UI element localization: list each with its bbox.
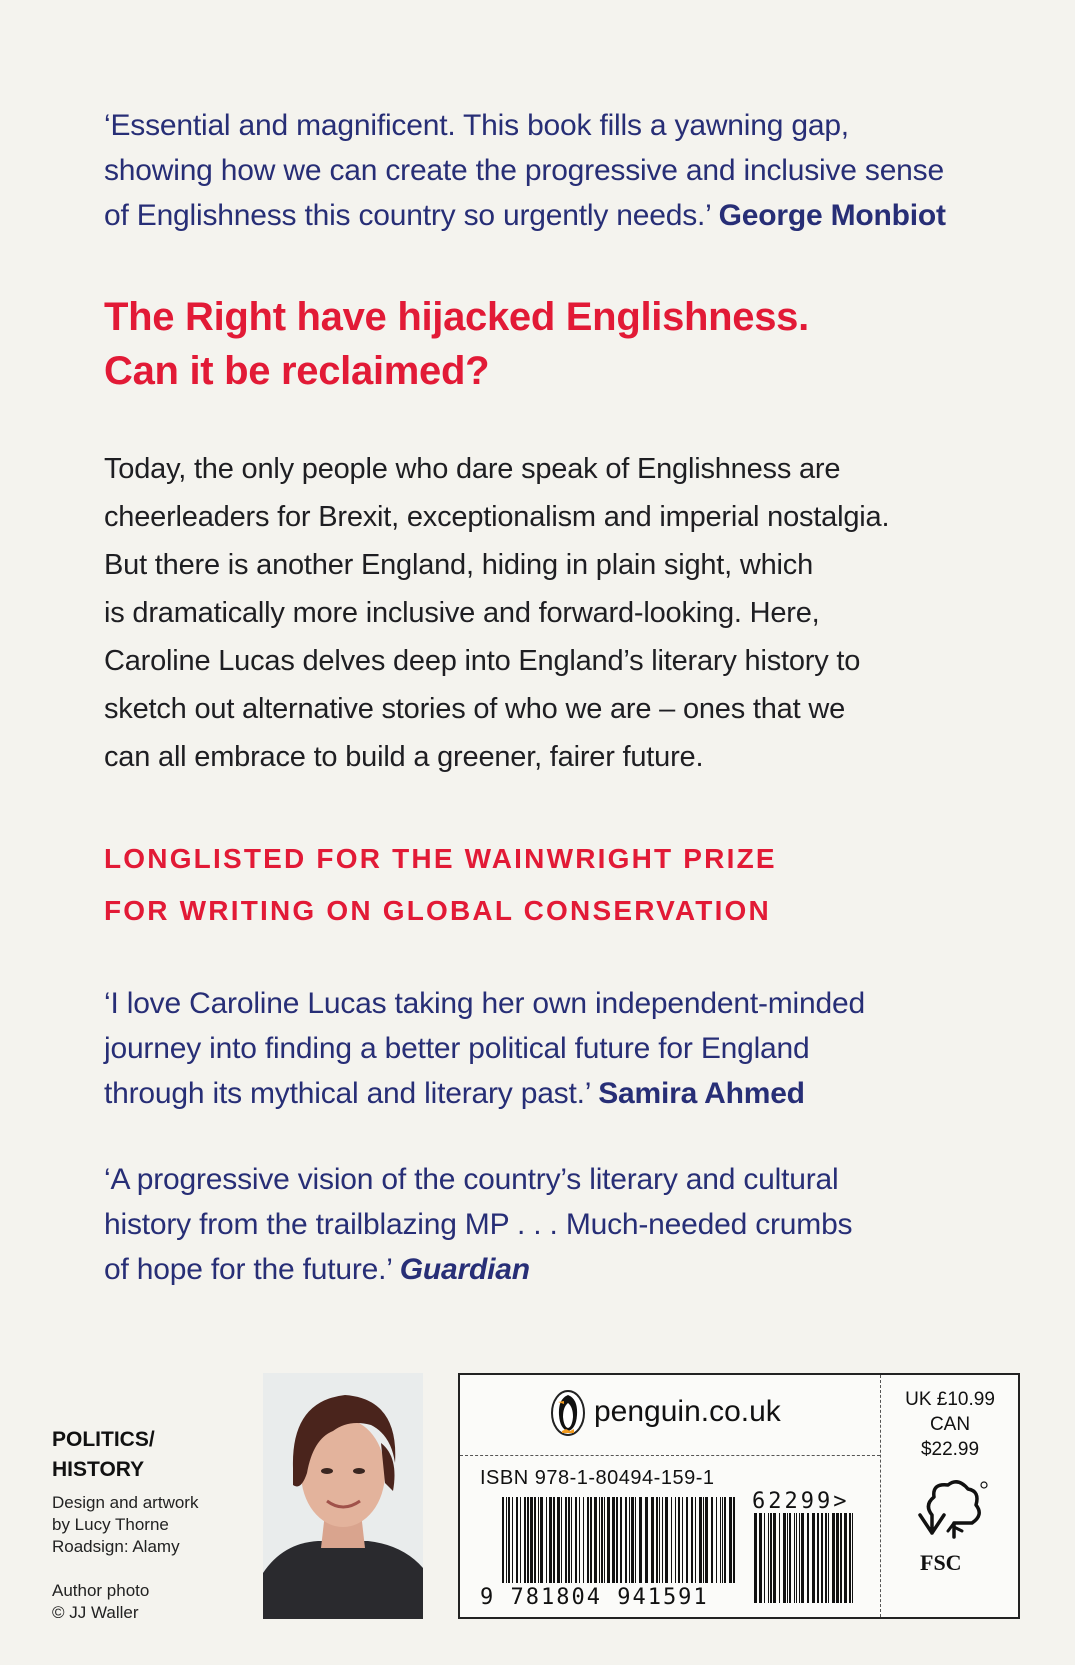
fsc-tree-icon <box>910 1475 990 1547</box>
category-line: POLITICS/ <box>52 1428 155 1451</box>
blurb <box>104 445 984 781</box>
blurb-line: Today, the only people who dare speak of Englishness are <box>104 453 841 485</box>
barcode-bars-icon <box>500 1497 740 1589</box>
addon-digits: 62299> <box>752 1489 850 1514</box>
quote-line: ‘Essential and magnificent. This book fills a yawning gap, <box>104 109 849 142</box>
quote-source: George Monbiot <box>718 199 946 232</box>
divider <box>880 1375 882 1617</box>
blurb-line: sketch out alternative stories of who we are – ones that we <box>104 693 845 725</box>
design-credits <box>52 1492 198 1558</box>
quote-monbiot <box>104 103 946 238</box>
author-photo <box>263 1373 423 1619</box>
category-label <box>52 1425 155 1485</box>
blurb-line: can all embrace to build a greener, fairer future. <box>104 741 704 773</box>
blurb-line: cheerleaders for Brexit, exceptionalism and imperial nostalgia. <box>104 501 890 533</box>
fsc-label: FSC <box>920 1550 962 1575</box>
credit-line: Roadsign: Alamy <box>52 1537 180 1556</box>
barcode-panel <box>458 1373 1020 1619</box>
quote-line: history from the trailblazing MP . . . Much-needed crumbs <box>104 1208 853 1241</box>
quote-ahmed <box>104 981 865 1116</box>
quote-line: journey into finding a better political future for England <box>104 1032 810 1065</box>
credit-line: © JJ Waller <box>52 1603 139 1622</box>
price-uk: UK £10.99 <box>905 1389 995 1410</box>
quote-line: of hope for the future.’ Guardian <box>104 1253 530 1286</box>
quote-source: Samira Ahmed <box>598 1077 805 1110</box>
prize-line: FOR WRITING ON GLOBAL CONSERVATION <box>104 895 771 926</box>
category-line: HISTORY <box>52 1458 145 1481</box>
quote-line: of Englishness this country so urgently needs.’ George Monbiot <box>104 199 946 232</box>
photo-credits <box>52 1580 149 1624</box>
credit-line: Design and artwork <box>52 1493 199 1512</box>
quote-line: ‘A progressive vision of the country’s literary and cultural <box>104 1163 839 1196</box>
headline-line: Can it be reclaimed? <box>104 349 490 393</box>
credit-line: by Lucy Thorne <box>52 1515 169 1534</box>
quote-line: ‘I love Caroline Lucas taking her own independent-minded <box>104 987 865 1020</box>
divider <box>460 1455 880 1457</box>
blurb-line: Caroline Lucas delves deep into England’s literary history to <box>104 645 861 677</box>
barcode-digits: 9 781804 941591 <box>480 1585 709 1610</box>
price-can: CAN $22.99 <box>920 1414 980 1460</box>
blurb-line: is dramatically more inclusive and forward-looking. Here, <box>104 597 820 629</box>
quote-guardian <box>104 1157 852 1292</box>
blurb-line: But there is another England, hiding in plain sight, which <box>104 549 814 581</box>
price-info <box>900 1387 1000 1462</box>
quote-line: showing how we can create the progressive and inclusive sense <box>104 154 944 187</box>
penguin-logo-icon <box>550 1389 586 1437</box>
isbn-label: ISBN 978-1-80494-159-1 <box>480 1467 715 1489</box>
website-url: penguin.co.uk <box>594 1395 781 1428</box>
headline <box>104 290 809 398</box>
addon-barcode-icon <box>752 1513 862 1609</box>
prize-line: LONGLISTED FOR THE WAINWRIGHT PRIZE <box>104 843 777 874</box>
prize-banner <box>104 833 777 937</box>
quote-line: through its mythical and literary past.’ Samira Ahmed <box>104 1077 805 1110</box>
quote-source: Guardian <box>399 1253 530 1286</box>
headline-line: The Right have hijacked Englishness. <box>104 295 809 339</box>
credit-line: Author photo <box>52 1581 150 1600</box>
